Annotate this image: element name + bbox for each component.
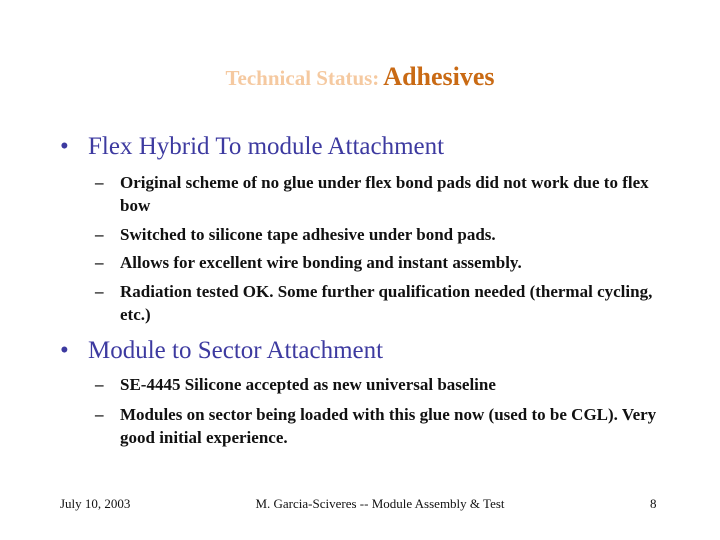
footer-date: July 10, 2003 xyxy=(60,496,131,511)
title-main: Adhesives xyxy=(383,62,495,91)
sub-item-text: Allows for excellent wire bonding and instant assembly. xyxy=(120,253,522,272)
sub-item-text: Modules on sector being loaded with this glue now (used to be CGL). Very good initial experience. xyxy=(120,405,657,447)
sub-item-text: Original scheme of no glue under flex bond pads did not work due to flex bow xyxy=(120,173,649,215)
title-prefix: Technical Status: xyxy=(225,66,380,90)
sub-item-text: SE-4445 Silicone accepted as new universal baseline xyxy=(120,375,496,394)
bullet-dot: • xyxy=(60,337,69,364)
bullet-module-sector xyxy=(60,337,383,365)
dash-glyph: – xyxy=(95,282,104,301)
sub-item-text: Switched to silicone tape adhesive under bond pads. xyxy=(120,225,496,244)
sub-item xyxy=(95,171,665,217)
sub-item xyxy=(95,223,665,246)
bullet-text: Module to Sector Attachment xyxy=(88,337,384,364)
dash-glyph: – xyxy=(95,405,104,424)
footer-author: M. Garcia-Sciveres -- Module Assembly & Test xyxy=(255,496,505,511)
sub-item xyxy=(95,403,665,449)
dash-glyph: – xyxy=(95,375,104,394)
sub-item-text: Radiation tested OK. Some further qualification needed (thermal cycling, etc.) xyxy=(120,282,653,324)
sub-item xyxy=(95,251,665,274)
slide-title xyxy=(0,62,720,92)
footer-page-number: 8 xyxy=(650,496,657,511)
sub-item xyxy=(95,280,665,326)
dash-glyph: – xyxy=(95,173,104,192)
dash-glyph: – xyxy=(95,225,104,244)
dash-glyph: – xyxy=(95,253,104,272)
sub-item xyxy=(95,373,665,396)
bullet-flex-hybrid xyxy=(60,133,444,161)
bullet-dot: • xyxy=(60,133,69,160)
bullet-text: Flex Hybrid To module Attachment xyxy=(88,133,445,160)
